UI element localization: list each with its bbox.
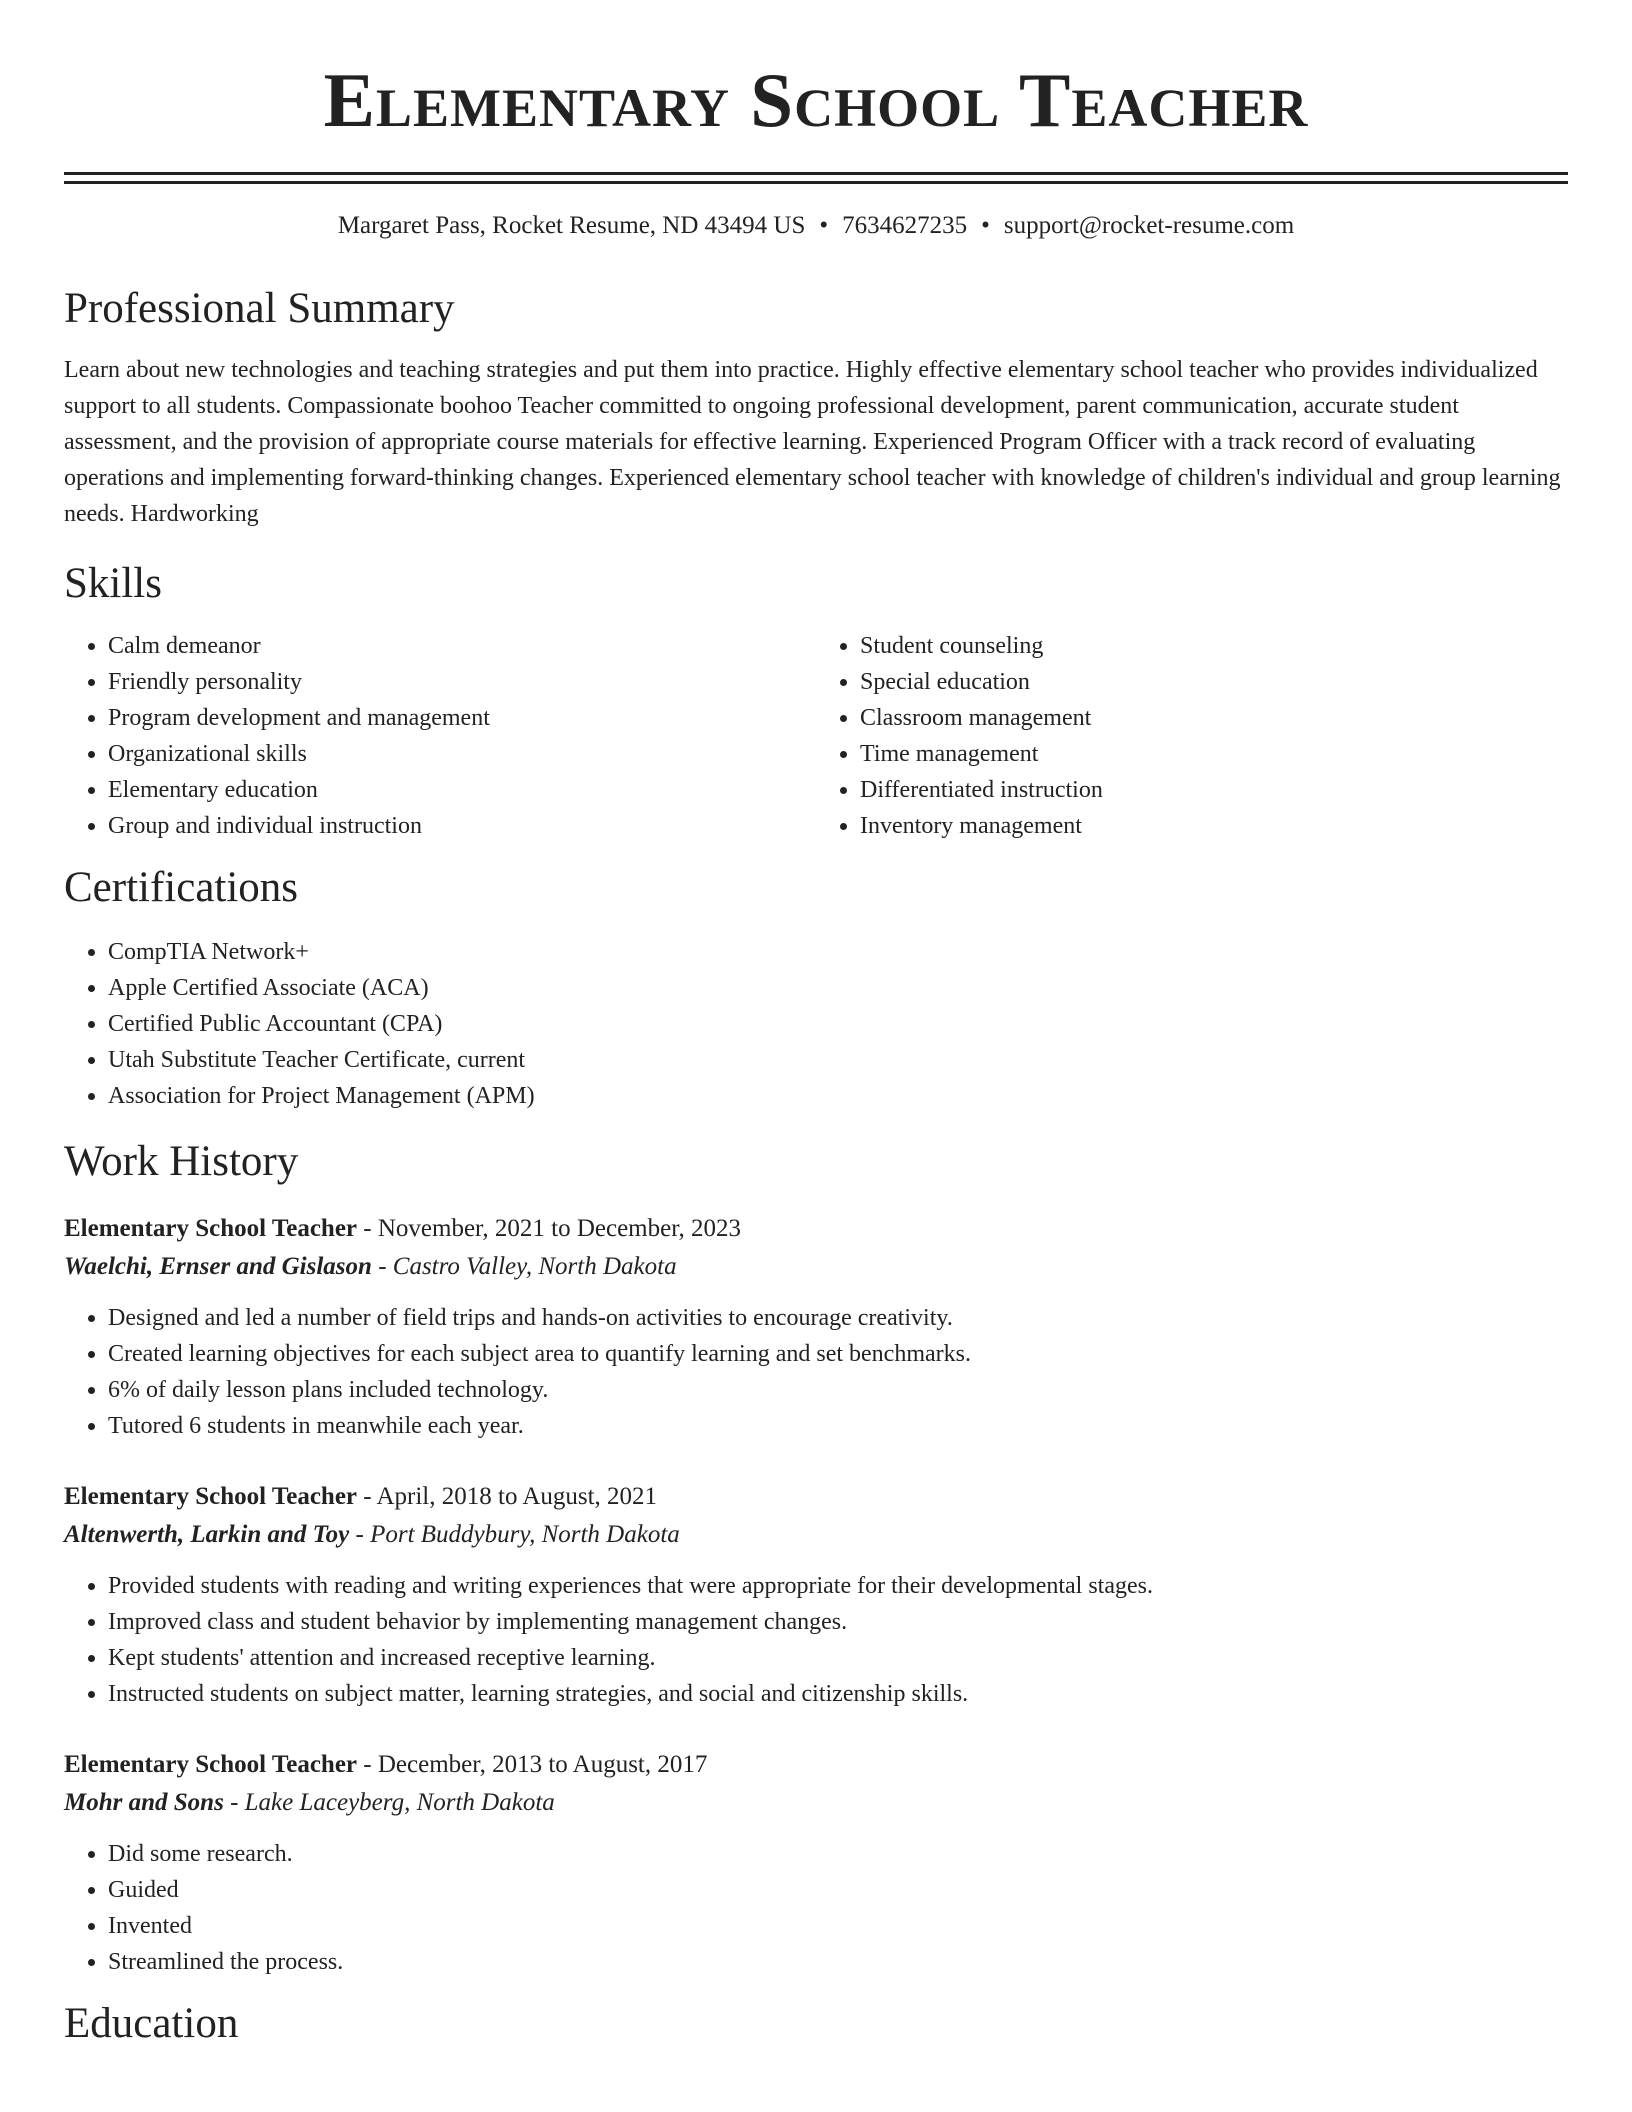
job-company-line: Mohr and Sons - Lake Laceyberg, North Dakota: [64, 1789, 555, 1816]
skill-item: • Classroom management: [860, 700, 1568, 736]
job-bullet: • Tutored 6 students in meanwhile each year.: [108, 1408, 1568, 1444]
job-location: Port Buddybury, North Dakota: [370, 1521, 680, 1548]
title-divider-bottom: [64, 181, 1568, 184]
job-bullet: • Instructed students on subject matter, learning strategies, and social and citizenship skills.: [108, 1676, 1568, 1712]
job-company: Mohr and Sons: [64, 1789, 224, 1816]
skill-item: • Special education: [860, 664, 1568, 700]
job-company: Waelchi, Ernser and Gislason: [64, 1253, 372, 1280]
certification-item: • Certified Public Accountant (CPA): [108, 1006, 1568, 1042]
job-company: Altenwerth, Larkin and Toy: [64, 1521, 350, 1548]
certification-item: • CompTIA Network+: [108, 934, 1568, 970]
skill-item: • Organizational skills: [108, 736, 816, 772]
skill-item: • Student counseling: [860, 628, 1568, 664]
job-bullet: • Guided: [108, 1872, 1568, 1908]
skills-columns: [64, 628, 1568, 844]
job-bullets: [64, 1568, 1568, 1712]
job-bullet: • Improved class and student behavior by implementing management changes.: [108, 1604, 1568, 1640]
job-location: Castro Valley, North Dakota: [392, 1253, 677, 1280]
contact-line: [64, 213, 1568, 238]
certifications-heading: Certifications: [64, 864, 299, 911]
job-bullet: • Streamlined the process.: [108, 1944, 1568, 1980]
job-bullets: [64, 1836, 1568, 1980]
education-heading: Education: [64, 2000, 239, 2047]
job-entry: [64, 1478, 1568, 1712]
job-company-line: Waelchi, Ernser and Gislason - Castro Valley, North Dakota: [64, 1253, 677, 1280]
certification-item: • Apple Certified Associate (ACA): [108, 970, 1568, 1006]
contact-separator: •: [819, 212, 829, 239]
title-divider-top: [64, 172, 1568, 175]
skill-item: • Friendly personality: [108, 664, 816, 700]
work-history-heading: Work History: [64, 1138, 299, 1185]
summary-heading: Professional Summary: [64, 285, 455, 332]
job-location: Lake Laceyberg, North Dakota: [244, 1789, 555, 1816]
job-title-line: Elementary School Teacher - December, 2013 to August, 2017: [64, 1751, 708, 1778]
skill-item: • Differentiated instruction: [860, 772, 1568, 808]
contact-separator: •: [981, 212, 990, 239]
job-dates: April, 2018 to August, 2021: [376, 1483, 658, 1510]
job-bullet: • Created learning objectives for each subject area to quantify learning and set benchmarks.: [108, 1336, 1568, 1372]
job-company-line: Altenwerth, Larkin and Toy - Port Buddybury, North Dakota: [64, 1521, 680, 1548]
job-bullet: • Kept students' attention and increased receptive learning.: [108, 1640, 1568, 1676]
job-bullet: • Invented: [108, 1908, 1568, 1944]
skill-item: • Inventory management: [860, 808, 1568, 844]
skill-item: • Calm demeanor: [108, 628, 816, 664]
skill-item: • Time management: [860, 736, 1568, 772]
certifications-list: [64, 934, 1568, 1114]
contact-email: support@rocket-resume.com: [1003, 212, 1295, 239]
skills-heading: Skills: [64, 560, 162, 607]
certification-item: • Utah Substitute Teacher Certificate, current: [108, 1042, 1568, 1078]
job-bullet: • Designed and led a number of field trips and hands-on activities to encourage creativity.: [108, 1300, 1568, 1336]
job-title: Elementary School Teacher: [64, 1215, 358, 1242]
summary-text: Learn about new technologies and teaching strategies and put them into practice. Highly effective elementary school teacher who provides individualized support to all students. Compassionate boohoo Teacher committed to ongoing professional development, parent communication, accurate student assessment, and the provision of appropriate course materials for effective learning. Experienced Program Officer with a track record of evaluating operations and implementing forward-thinking changes. Experienced elementary school teacher with knowledge of children's individual and group learning needs. Hardworking: [64, 357, 1561, 527]
job-title: Elementary School Teacher: [64, 1751, 358, 1778]
job-bullets: [64, 1300, 1568, 1444]
job-title: Elementary School Teacher: [64, 1483, 358, 1510]
job-title-line: Elementary School Teacher - April, 2018 to August, 2021: [64, 1483, 658, 1510]
job-bullet: • Did some research.: [108, 1836, 1568, 1872]
job-bullet: • Provided students with reading and writing experiences that were appropriate for their developmental stages.: [108, 1568, 1568, 1604]
resume-title: Elementary School Teacher: [323, 57, 1309, 143]
skills-list-left: [64, 628, 816, 844]
skill-item: • Group and individual instruction: [108, 808, 816, 844]
skill-item: • Elementary education: [108, 772, 816, 808]
job-title-line: Elementary School Teacher - November, 2021 to December, 2023: [64, 1215, 742, 1242]
job-entry: [64, 1210, 1568, 1444]
job-dates: November, 2021 to December, 2023: [377, 1215, 742, 1242]
skills-list-right: [816, 628, 1568, 844]
certification-item: • Association for Project Management (APM): [108, 1078, 1568, 1114]
job-entry: [64, 1746, 1568, 1980]
skill-item: • Program development and management: [108, 700, 816, 736]
job-bullet: • 6% of daily lesson plans included technology.: [108, 1372, 1568, 1408]
contact-address: Margaret Pass, Rocket Resume, ND 43494 US: [337, 212, 806, 239]
contact-phone: 7634627235: [842, 212, 968, 239]
job-dates: December, 2013 to August, 2017: [377, 1751, 708, 1778]
